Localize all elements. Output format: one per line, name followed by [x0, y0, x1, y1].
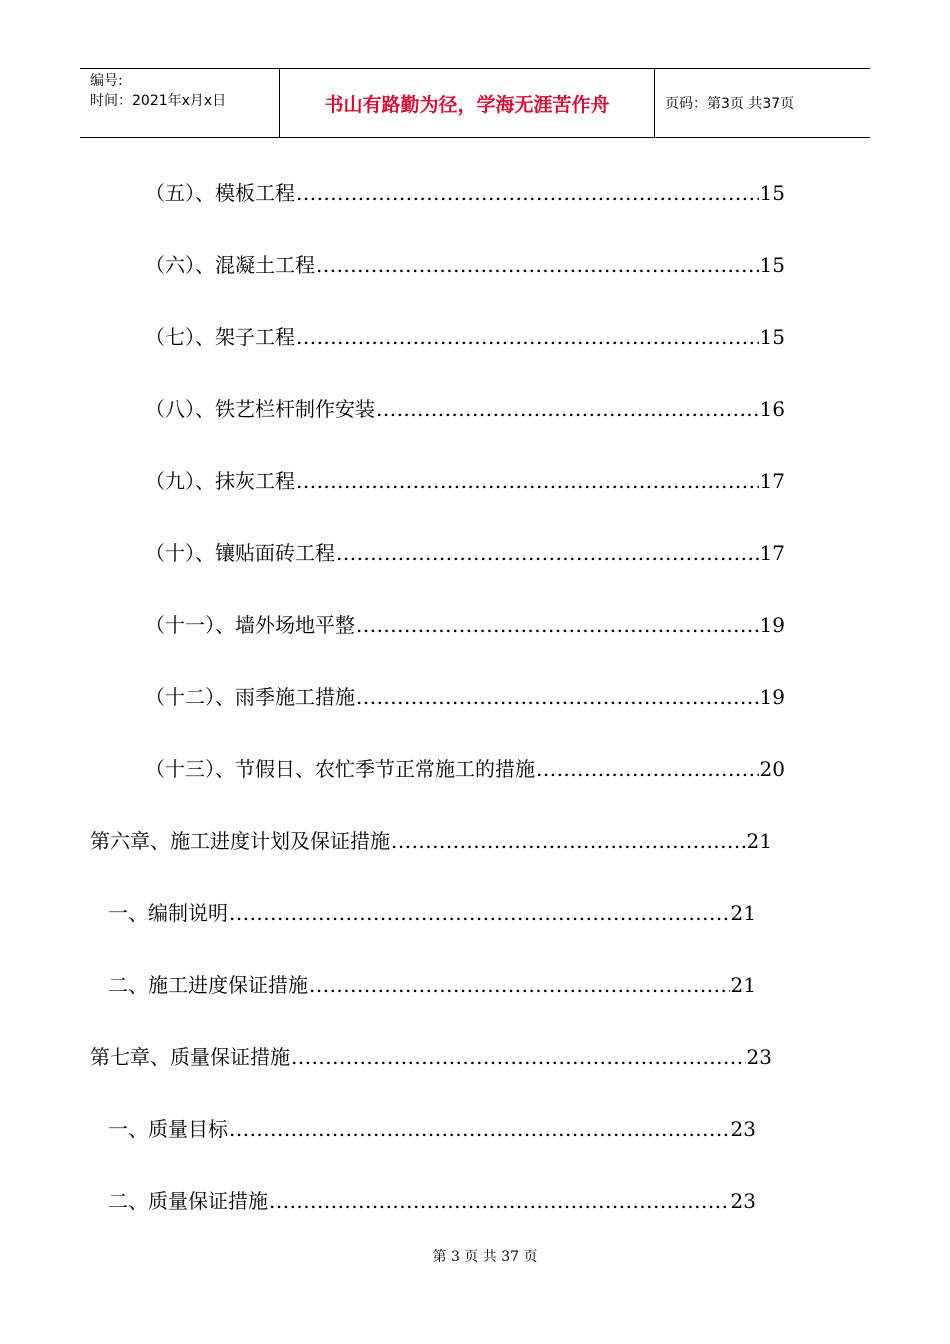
- toc-leader-dots: [376, 394, 759, 424]
- toc-entry[interactable]: [145, 610, 785, 640]
- toc-leader-dots: [356, 610, 759, 640]
- toc-entry-page: 15: [759, 325, 785, 349]
- toc-entry[interactable]: [145, 394, 785, 424]
- toc-entry[interactable]: [145, 466, 785, 496]
- toc-entry-page: 17: [759, 469, 785, 493]
- toc-entry-page: 23: [730, 1189, 756, 1213]
- toc-entry-label: （八）、铁艺栏杆制作安装: [145, 397, 375, 421]
- page-footer: 第 3 页 共 37 页: [432, 1249, 538, 1265]
- toc-leader-dots: [309, 970, 730, 1000]
- toc-entry-label: （十三）、节假日、农忙季节正常施工的措施: [145, 757, 535, 781]
- toc-entry-label: 二、施工进度保证措施: [108, 973, 308, 997]
- toc-entry-label: （十）、镶贴面砖工程: [145, 541, 335, 565]
- toc-entry-page: 19: [759, 685, 785, 709]
- header-motto: 书山有路勤为径，学海无涯苦作舟: [280, 69, 655, 137]
- toc-entry-page: 17: [759, 541, 785, 565]
- toc-leader-dots: [296, 322, 759, 352]
- toc-entry-page: 21: [730, 901, 756, 925]
- toc-leader-dots: [291, 1042, 746, 1072]
- toc-leader-dots: [336, 538, 759, 568]
- toc-entry-page: 20: [759, 757, 785, 781]
- toc-entry[interactable]: [145, 178, 785, 208]
- toc-entry-label: 第六章、施工进度计划及保证措施: [90, 829, 390, 853]
- toc-leader-dots: [536, 754, 759, 784]
- toc-entry[interactable]: [108, 970, 756, 1000]
- toc-entry[interactable]: [108, 1114, 756, 1144]
- toc-entry-page: 16: [759, 397, 785, 421]
- toc-entry[interactable]: [108, 1186, 756, 1216]
- toc-entry-label: 第七章、质量保证措施: [90, 1045, 290, 1069]
- toc-entry-label: （五）、模板工程: [145, 181, 295, 205]
- toc-entry[interactable]: [145, 754, 785, 784]
- toc-entry-label: 二、质量保证措施: [108, 1189, 268, 1213]
- toc-leader-dots: [296, 178, 759, 208]
- toc-entry-label: 一、编制说明: [108, 901, 228, 925]
- toc-entry-label: （十一）、墙外场地平整: [145, 613, 355, 637]
- toc-entry-label: （九）、抹灰工程: [145, 469, 295, 493]
- toc-entry[interactable]: [145, 682, 785, 712]
- toc-entry-label: 一、质量目标: [108, 1117, 228, 1141]
- toc-entry[interactable]: [145, 538, 785, 568]
- document-time: 时间：2021年x月x日: [90, 93, 227, 109]
- toc-leader-dots: [296, 466, 759, 496]
- toc-entry[interactable]: [108, 898, 756, 928]
- toc-entry-page: 21: [746, 829, 772, 853]
- toc-entry-page: 15: [759, 253, 785, 277]
- toc-entry[interactable]: [145, 250, 785, 280]
- toc-leader-dots: [391, 826, 746, 856]
- header-page-info: 页码：第3页 共37页: [665, 96, 795, 112]
- toc-leader-dots: [269, 1186, 730, 1216]
- toc-chapter[interactable]: [90, 1042, 772, 1072]
- toc-entry-page: 21: [730, 973, 756, 997]
- toc-entry[interactable]: [145, 322, 785, 352]
- header-meta: [80, 69, 280, 137]
- toc-leader-dots: [356, 682, 759, 712]
- toc-entry-label: （十二）、雨季施工措施: [145, 685, 355, 709]
- toc-entry-label: （七）、架子工程: [145, 325, 295, 349]
- document-number-label: 编号:: [90, 73, 123, 89]
- toc-entry-label: （六）、混凝土工程: [145, 253, 315, 277]
- toc-leader-dots: [229, 898, 730, 928]
- toc-entry-page: 15: [759, 181, 785, 205]
- page-header: [80, 68, 870, 138]
- toc-chapter[interactable]: [90, 826, 772, 856]
- toc-entry-page: 19: [759, 613, 785, 637]
- toc-entry-page: 23: [746, 1045, 772, 1069]
- toc-leader-dots: [229, 1114, 730, 1144]
- toc-leader-dots: [316, 250, 759, 280]
- toc-entry-page: 23: [730, 1117, 756, 1141]
